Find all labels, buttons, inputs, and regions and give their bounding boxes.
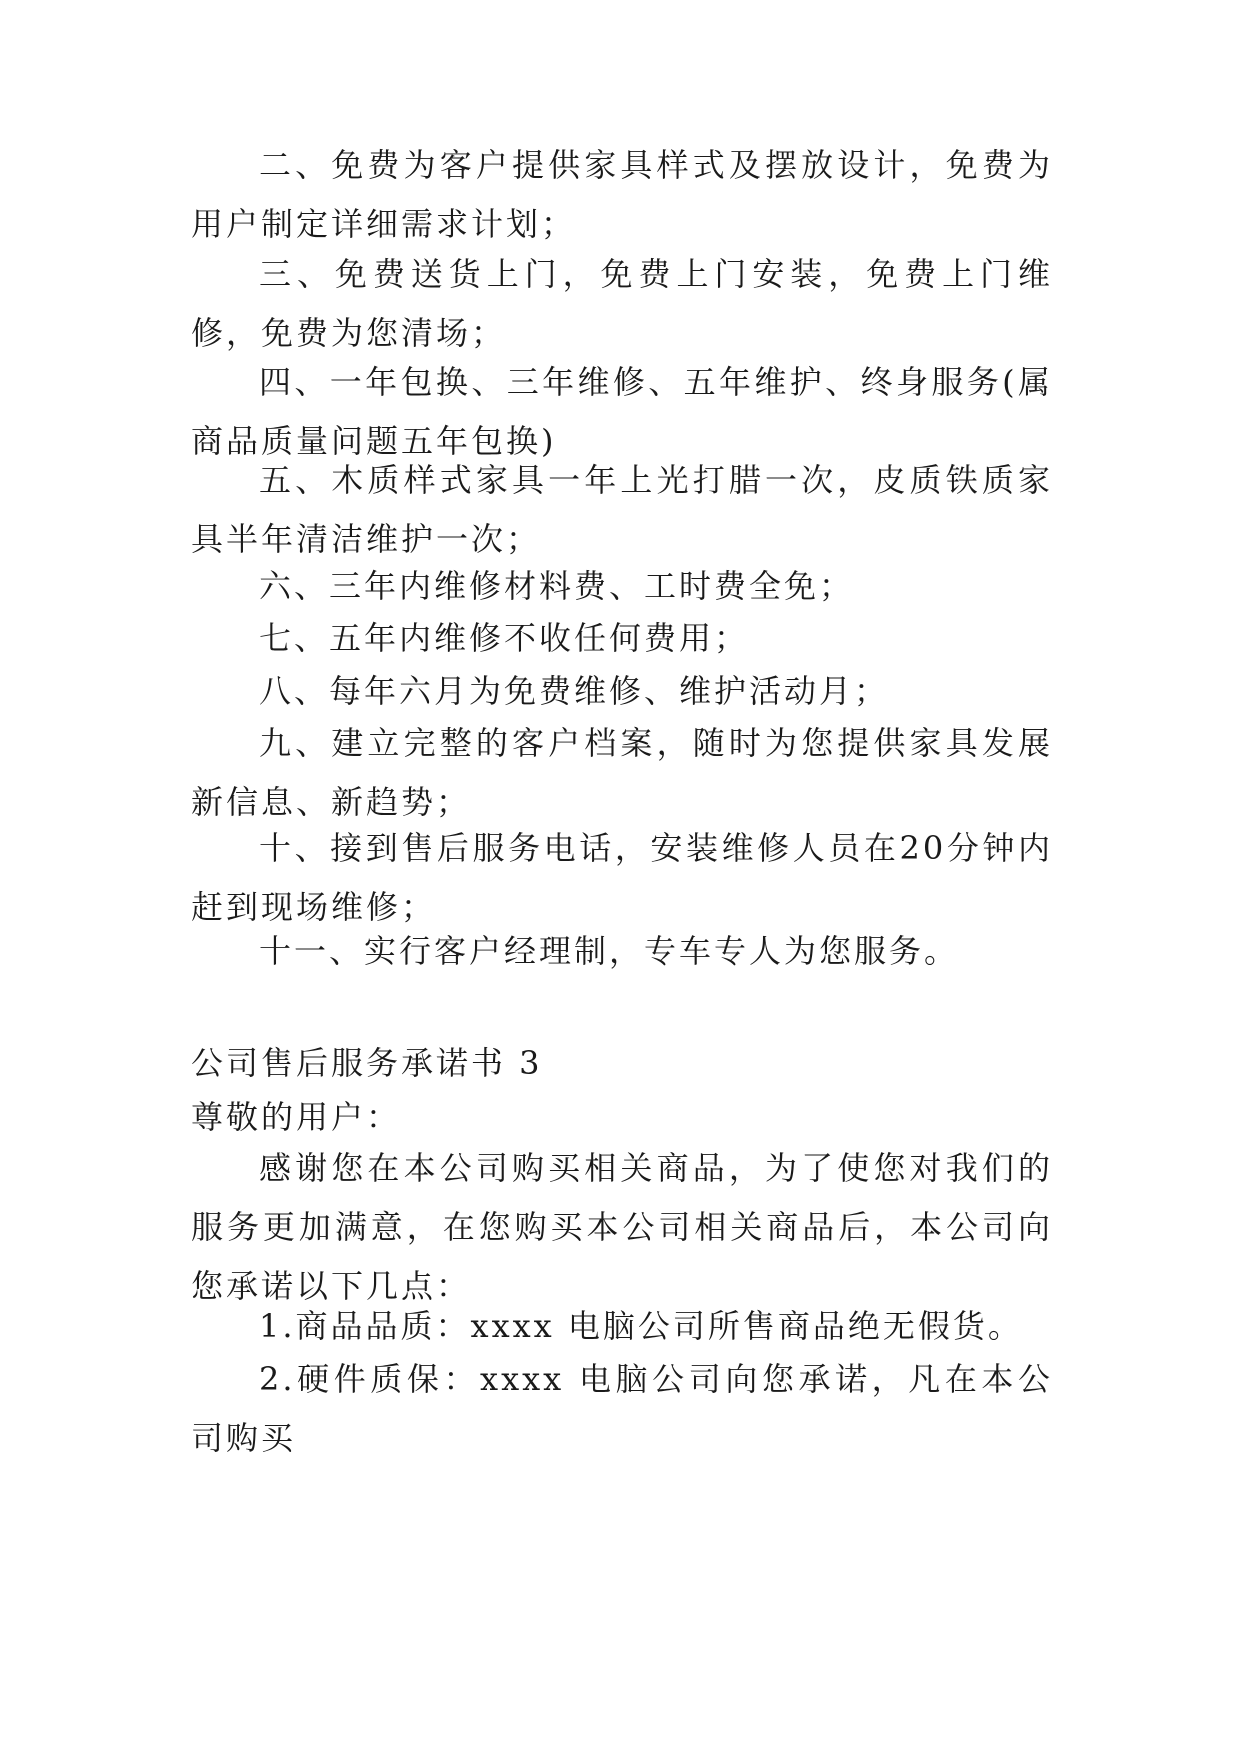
- list-item-4: 四、一年包换、三年维修、五年维护、终身服务(属商品质量问题五年包换): [191, 363, 1053, 460]
- list-item-7: 七、五年内维修不收任何费用；: [259, 619, 750, 657]
- promise-item-2: 2.硬件质保：xxxx 电脑公司向您承诺，凡在本公司购买: [191, 1360, 1053, 1457]
- intro-paragraph: 感谢您在本公司购买相关商品，为了使您对我们的服务更加满意，在您购买本公司相关商品后，本公司向您承诺以下几点：: [191, 1149, 1053, 1305]
- promise-item-1: 1.商品品质：xxxx 电脑公司所售商品绝无假货。: [259, 1307, 1023, 1345]
- list-item-9: 九、建立完整的客户档案，随时为您提供家具发展新信息、新趋势；: [191, 724, 1053, 821]
- list-item-5: 五、木质样式家具一年上光打腊一次，皮质铁质家具半年清洁维护一次；: [191, 461, 1053, 558]
- list-item-3: 三、免费送货上门，免费上门安装，免费上门维修，免费为您清场；: [191, 255, 1053, 352]
- section-title: 公司售后服务承诺书 3: [191, 1044, 543, 1082]
- list-item-6: 六、三年内维修材料费、工时费全免；: [259, 567, 855, 605]
- list-item-11: 十一、实行客户经理制，专车专人为您服务。: [259, 932, 960, 970]
- list-item-2: 二、免费为客户提供家具样式及摆放设计，免费为用户制定详细需求计划；: [191, 146, 1053, 243]
- list-item-10: 十、接到售后服务电话，安装维修人员在20分钟内赶到现场维修；: [191, 829, 1053, 926]
- salutation: 尊敬的用户：: [191, 1098, 402, 1136]
- list-item-8: 八、每年六月为免费维修、维护活动月；: [259, 672, 890, 710]
